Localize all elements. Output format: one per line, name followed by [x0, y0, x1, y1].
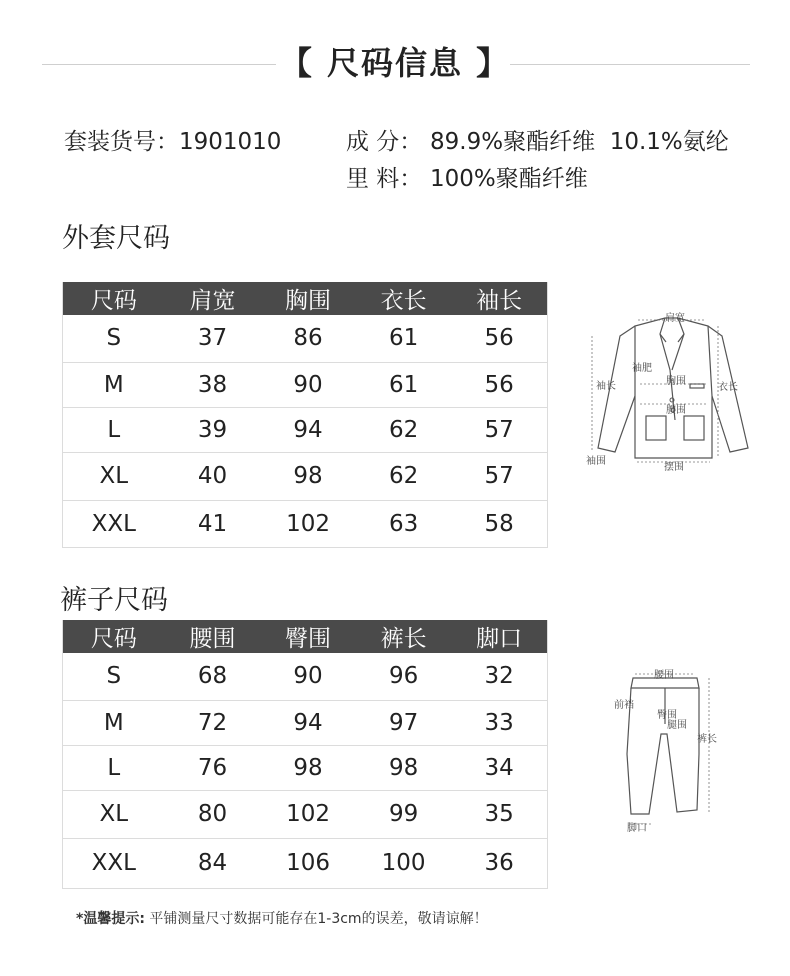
table-cell: 94 [260, 407, 356, 452]
note-text: 平铺测量尺寸数据可能存在1-3cm的误差，敬请谅解！ [144, 911, 488, 927]
table-row [63, 315, 548, 362]
jacket-length-label: 衣长 [718, 382, 738, 393]
header-cell: 肩宽 [165, 282, 261, 315]
jacket-size-table [62, 282, 548, 548]
table-cell: 41 [165, 500, 261, 547]
table-cell: 98 [260, 745, 356, 790]
table-cell: 37 [165, 315, 261, 362]
table-cell: 102 [260, 500, 356, 547]
table-cell: 62 [356, 407, 452, 452]
table-cell: 90 [260, 653, 356, 700]
jacket-sleeve-length-label: 袖长 [596, 381, 616, 392]
table-cell: 62 [356, 452, 452, 500]
table-cell: 100 [356, 838, 452, 888]
pants-table-header [63, 620, 548, 653]
table-cell: XL [63, 790, 165, 838]
table-row [63, 362, 548, 407]
table-row [63, 452, 548, 500]
jacket-measurement-diagram [580, 300, 760, 480]
table-cell: 84 [165, 838, 261, 888]
composition-value: 89.9%聚酯纤维 10.1%氨纶 [430, 129, 729, 155]
pants-front-rise-label: 前裆 [614, 700, 634, 711]
table-cell: 86 [260, 315, 356, 362]
table-cell: 68 [165, 653, 261, 700]
table-cell: 76 [165, 745, 261, 790]
style-number: 套装货号：1901010 [64, 129, 282, 155]
pants-hem-label: 脚口 [627, 823, 647, 834]
pants-measurement-diagram [605, 664, 735, 840]
table-cell: 94 [260, 700, 356, 745]
lining-label: 里 料： [346, 166, 423, 192]
table-cell: M [63, 700, 165, 745]
header-cell: 腰围 [165, 620, 261, 653]
header-cell: 臀围 [260, 620, 356, 653]
jacket-chest-label: 胸围 [666, 376, 686, 387]
table-cell: 40 [165, 452, 261, 500]
table-cell: 80 [165, 790, 261, 838]
table-cell: L [63, 407, 165, 452]
pants-length-label: 裤长 [697, 734, 717, 745]
table-row [63, 745, 548, 790]
jacket-sleeve-width-label: 袖肥 [632, 363, 652, 374]
table-row [63, 790, 548, 838]
table-row [63, 838, 548, 888]
table-cell: XXL [63, 500, 165, 547]
pants-section-title: 裤子尺码 [60, 585, 168, 616]
jacket-cuff-label: 袖围 [586, 456, 606, 467]
table-row [63, 653, 548, 700]
table-cell: 97 [356, 700, 452, 745]
table-cell: 33 [451, 700, 547, 745]
table-cell: 72 [165, 700, 261, 745]
table-cell: 96 [356, 653, 452, 700]
table-cell: 61 [356, 362, 452, 407]
header-cell: 裤长 [356, 620, 452, 653]
pants-outline-icon [605, 664, 735, 840]
table-cell: 38 [165, 362, 261, 407]
table-cell: 90 [260, 362, 356, 407]
jacket-section-title: 外套尺码 [62, 223, 170, 254]
table-row [63, 700, 548, 745]
note [76, 908, 488, 928]
pants-thigh-label: 腿围 [667, 720, 687, 731]
table-cell: L [63, 745, 165, 790]
header-cell: 尺码 [63, 282, 165, 315]
header-cell: 衣长 [356, 282, 452, 315]
header-cell: 尺码 [63, 620, 165, 653]
table-cell: 58 [451, 500, 547, 547]
table-cell: 57 [451, 407, 547, 452]
jacket-shoulder-label: 肩宽 [665, 313, 685, 324]
table-cell: 39 [165, 407, 261, 452]
pants-waist-label: 腰围 [654, 670, 674, 681]
table-cell: 56 [451, 362, 547, 407]
table-cell: XXL [63, 838, 165, 888]
table-cell: 98 [356, 745, 452, 790]
table-cell: 98 [260, 452, 356, 500]
table-cell: 57 [451, 452, 547, 500]
header-cell: 脚口 [451, 620, 547, 653]
note-label: *温馨提示: [76, 911, 145, 927]
jacket-table-header [63, 282, 548, 315]
table-cell: 106 [260, 838, 356, 888]
table-cell: 99 [356, 790, 452, 838]
pants-size-table [62, 620, 548, 889]
table-cell: 36 [451, 838, 547, 888]
table-row [63, 407, 548, 452]
table-cell: XL [63, 452, 165, 500]
table-row [63, 500, 548, 547]
table-cell: 56 [451, 315, 547, 362]
table-cell: S [63, 653, 165, 700]
header-cell: 胸围 [260, 282, 356, 315]
table-cell: M [63, 362, 165, 407]
page-title: 【 尺码信息 】 [279, 44, 511, 82]
table-cell: 34 [451, 745, 547, 790]
jacket-waist-label: 腰围 [666, 405, 686, 416]
table-cell: 102 [260, 790, 356, 838]
table-cell: 61 [356, 315, 452, 362]
table-cell: 32 [451, 653, 547, 700]
table-cell: 63 [356, 500, 452, 547]
table-cell: 35 [451, 790, 547, 838]
jacket-hem-label: 摆围 [664, 462, 684, 473]
header-cell: 袖长 [451, 282, 547, 315]
table-cell: S [63, 315, 165, 362]
composition-label: 成 分： [346, 129, 423, 155]
lining-value: 100%聚酯纤维 [430, 166, 588, 192]
pants-hip-label: 臀围 [657, 710, 677, 721]
